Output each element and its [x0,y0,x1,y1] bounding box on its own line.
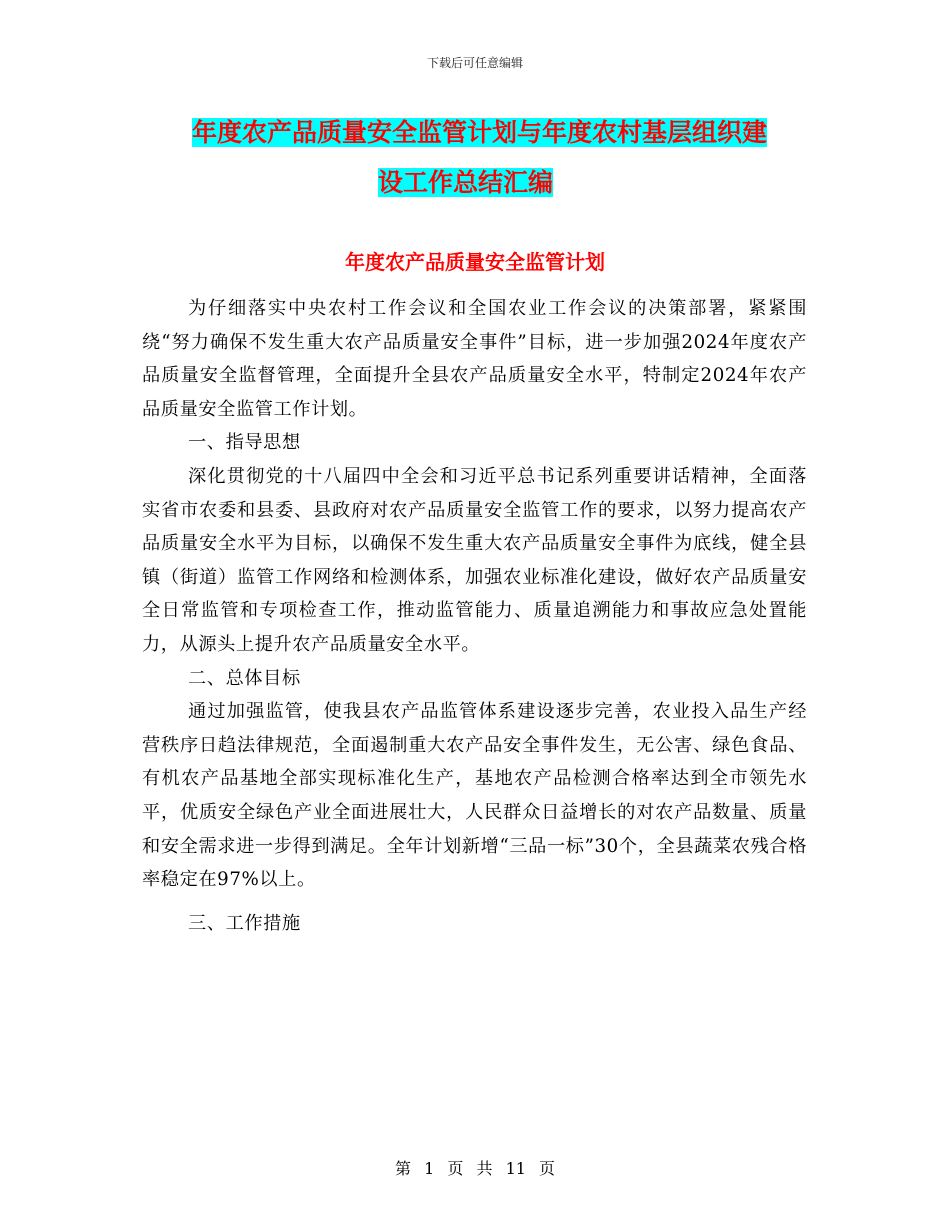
paragraph-guiding-thought: 深化贯彻党的十八届四中全会和习近平总书记系列重要讲话精神，全面落实省市农委和县委、县政府对农产品质量安全监管工作的要求，以努力提高农产品质量安全水平为目标，以确保不发生重大农产品质量安全事件为底线，健全县镇（街道）监管工作网络和检测体系，加强农业标准化建设，做好农产品质量安全日常监管和专项检查工作，推动监管能力、质量追溯能力和事故应急处置能力，从源头上提升农产品质量安全水平。 [142,465,807,655]
paragraph-intro: 为仔细落实中央农村工作会议和全国农业工作会议的决策部署，紧紧围绕“努力确保不发生重大农产品质量安全事件”目标，进一步加强2024年度农产品质量安全监督管理，全面提升全县农产品质量安全水平，特制定2024年农产品质量安全监管工作计划。 [142,298,807,420]
header-note: 下载后可任意编辑 [426,56,523,70]
footer-label-ye-end: 页 [539,1159,556,1178]
section-title: 年度农产品质量安全监管计划 [345,250,605,274]
heading-work-measures: 三、工作措施 [188,912,301,934]
title-line-1: 年度农产品质量安全监管计划与年度农村基层组织建 [192,118,768,147]
title-line-2: 设工作总结汇编 [378,168,554,197]
document-body [142,292,807,940]
footer-label-ye: 页 [447,1159,464,1178]
page-footer [0,1156,950,1179]
footer-label-di: 第 [394,1159,411,1178]
total-pages-number: 11 [505,1159,526,1178]
heading-overall-goal: 二、总体目标 [188,667,301,689]
document-title [140,108,810,208]
paragraph-overall-goal: 通过加强监管，使我县农产品监管体系建设逐步完善，农业投入品生产经营秩序日趋法律规范，全面遏制重大农产品安全事件发生，无公害、绿色食品、有机农产品基地全部实现标准化生产，基地农产品检测合格率达到全市领先水平，优质安全绿色产业全面进展壮大，人民群众日益增长的对农产品数量、质量和安全需求进一步得到满足。全年计划新增“三品一标”30个，全县蔬菜农残合格率稳定在97%以上。 [142,701,807,891]
heading-guiding-thought: 一、指导思想 [188,432,301,454]
footer-label-gong: 共 [476,1159,493,1178]
current-page-number: 1 [424,1159,435,1178]
